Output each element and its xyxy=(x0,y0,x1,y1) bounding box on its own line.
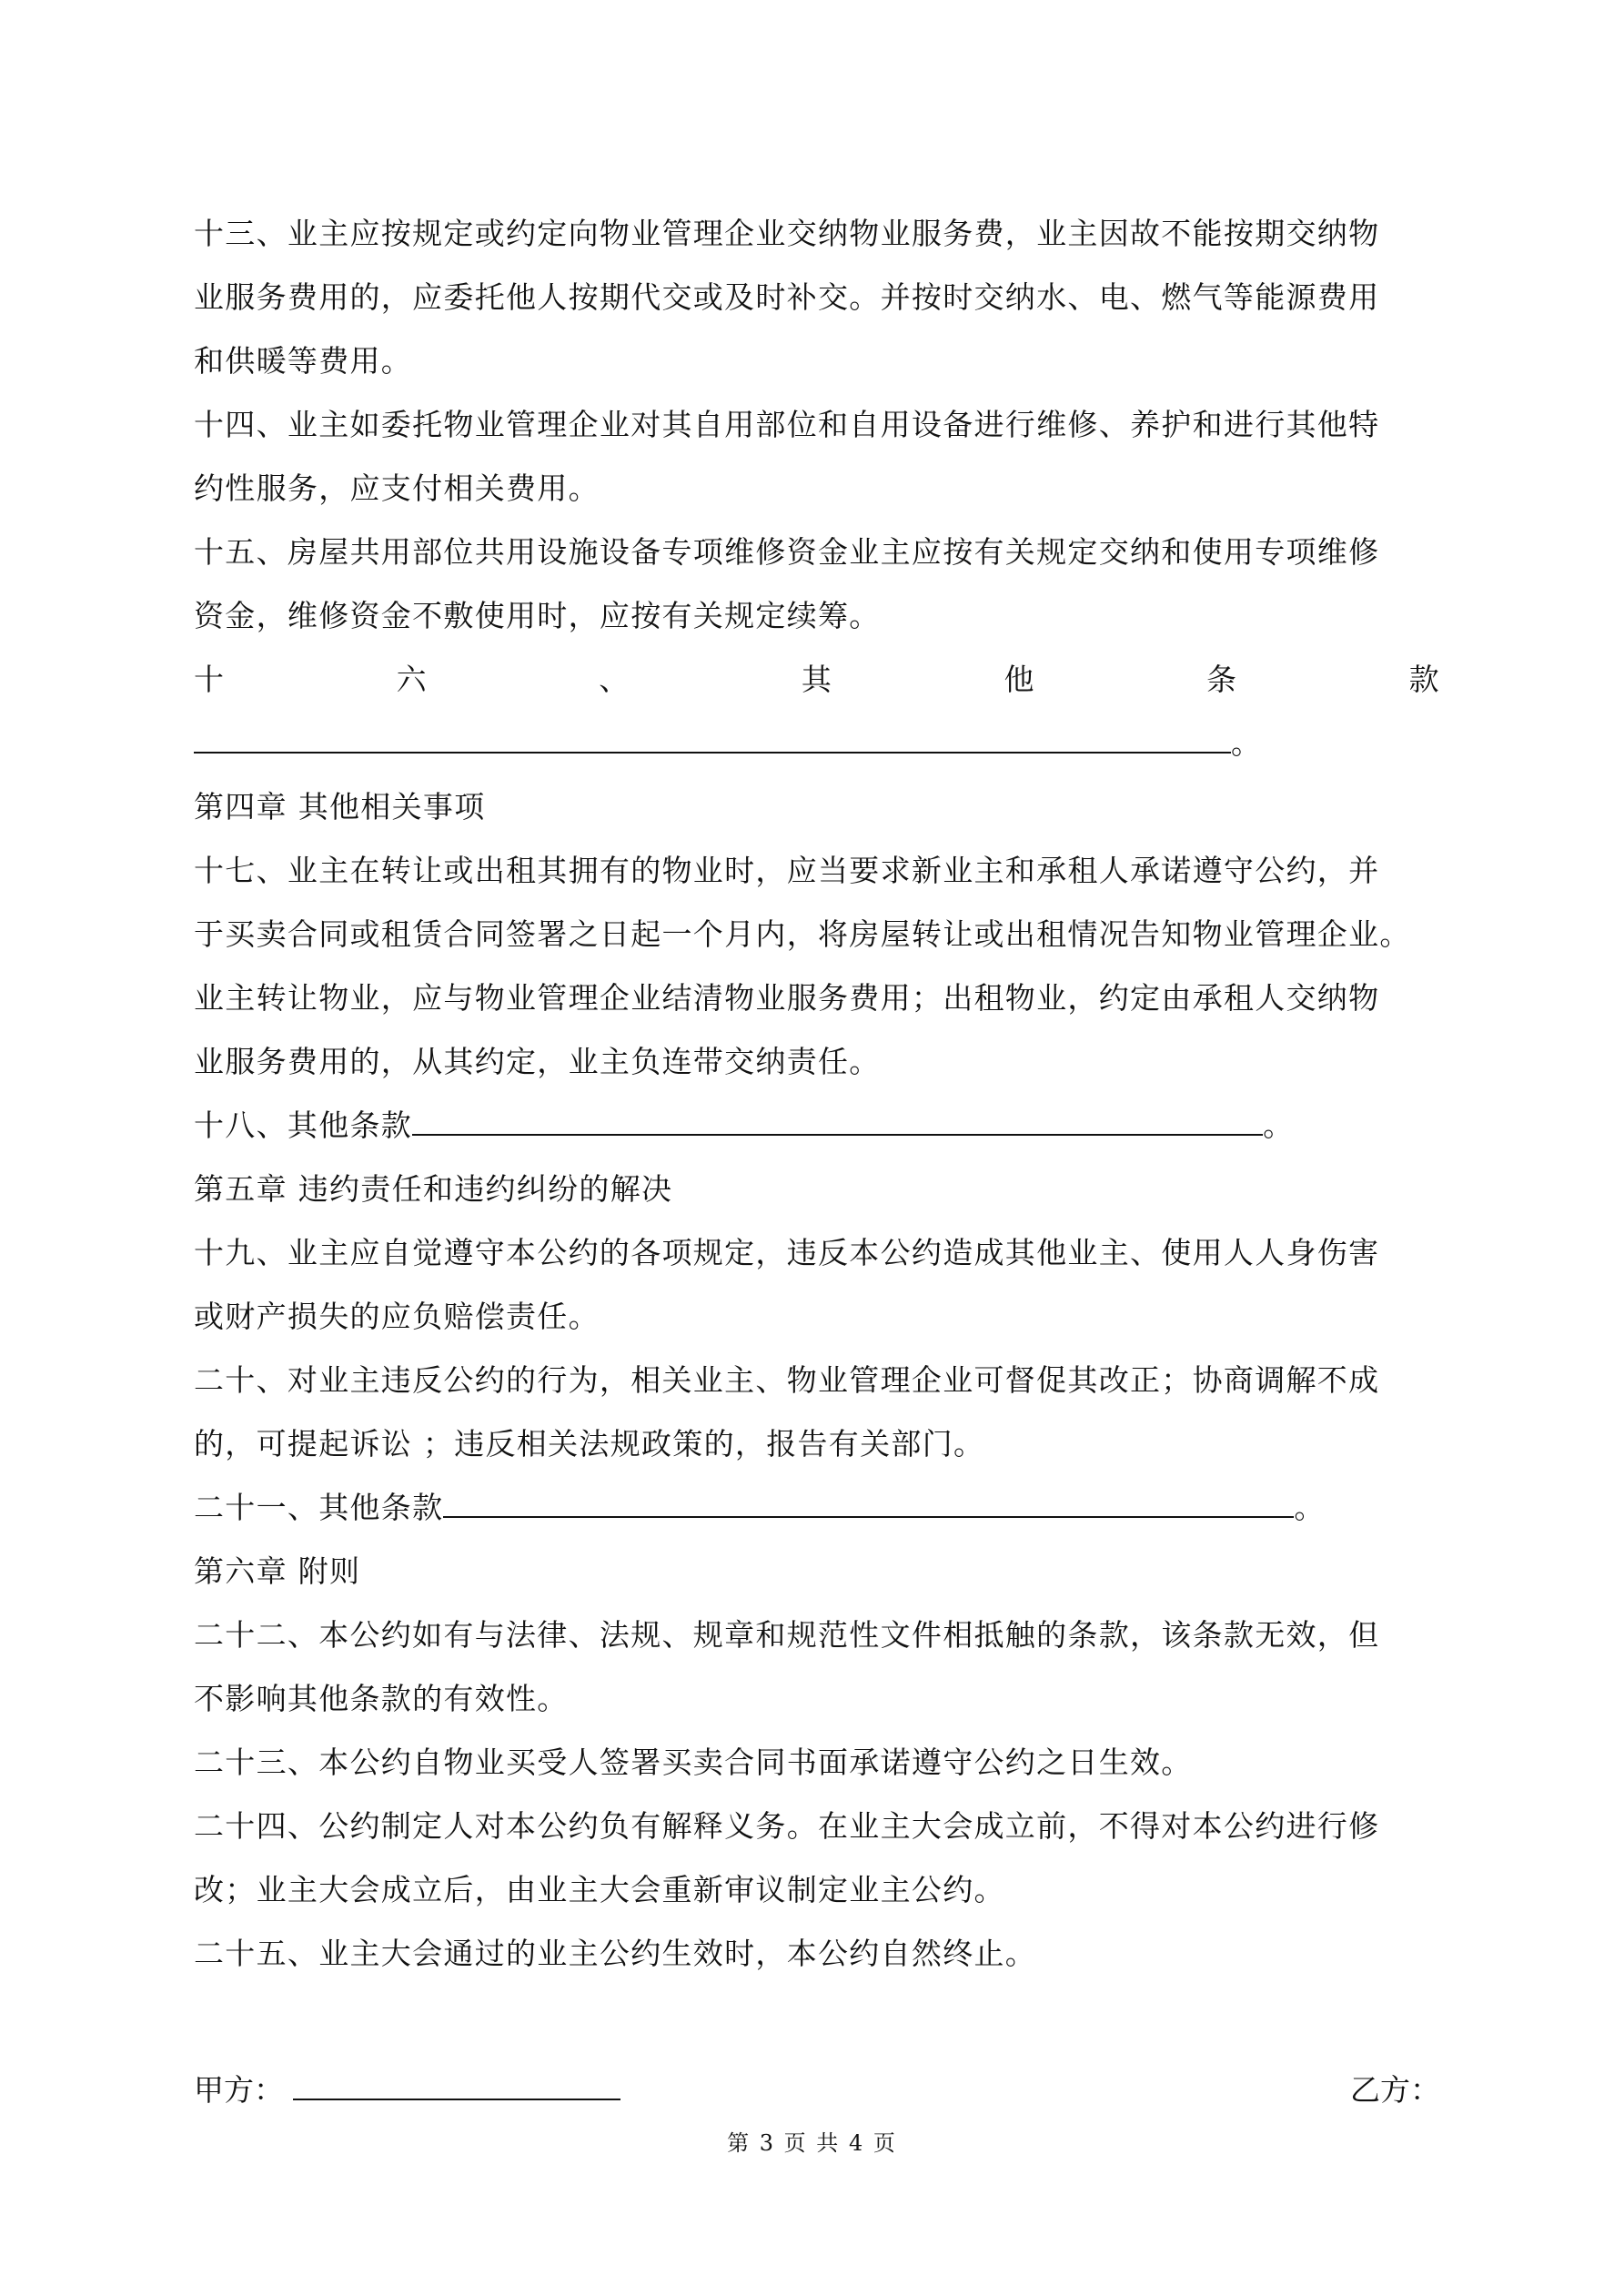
clause-21 xyxy=(194,1476,1440,1540)
document-body xyxy=(194,202,1440,1986)
clause-16-char: 其 xyxy=(801,662,833,697)
party-a-label: 甲方： xyxy=(194,2072,284,2108)
clause-14-line-1: 十四、业主如委托物业管理企业对其自用部位和自用设备进行维修、养护和进行其他特 xyxy=(194,407,1380,442)
clause-18-blank[interactable] xyxy=(412,1107,1263,1136)
clause-16-char: 六 xyxy=(396,662,428,697)
clause-19-line-2: 或财产损失的应负赔偿责任。 xyxy=(194,1299,600,1334)
clause-17-line-1: 十七、业主在转让或出租其拥有的物业时，应当要求新业主和承租人承诺遵守公约，并 xyxy=(194,853,1380,888)
clause-21-label: 二十一、其他条款 xyxy=(194,1490,444,1525)
clause-16-char: 十 xyxy=(194,662,226,697)
signature-row xyxy=(194,2058,1440,2122)
clause-16-heading xyxy=(194,648,1440,712)
clause-16-period: 。 xyxy=(1231,725,1263,761)
clause-13-line-3: 和供暖等费用。 xyxy=(194,343,413,379)
clause-16-char: 款 xyxy=(1408,662,1440,697)
clause-20-line-2: 的，可提起诉讼 ；违反相关法规政策的，报告有关部门。 xyxy=(194,1426,985,1462)
clause-17-line-2: 于买卖合同或租赁合同签署之日起一个月内，将房屋转让或出租情况告知物业管理企业。 xyxy=(194,916,1411,952)
chapter-6-heading: 第六章 附则 xyxy=(194,1553,361,1589)
clause-18-period: 。 xyxy=(1263,1108,1295,1143)
clause-13-line-2: 业服务费用的，应委托他人按期代交或及时补交。并按时交纳水、电、燃气等能源费用 xyxy=(194,279,1380,315)
clause-16-char: 条 xyxy=(1206,662,1238,697)
clause-24-line-1: 二十四、公约制定人对本公约负有解释义务。在业主大会成立前，不得对本公约进行修 xyxy=(194,1808,1380,1844)
clause-20-line-1: 二十、对业主违反公约的行为，相关业主、物业管理企业可督促其改正；协商调解不成 xyxy=(194,1362,1380,1398)
clause-18 xyxy=(194,1094,1440,1158)
clause-13-line-1: 十三、业主应按规定或约定向物业管理企业交纳物业服务费，业主因故不能按期交纳物 xyxy=(194,216,1380,251)
clause-21-blank[interactable] xyxy=(443,1489,1294,1518)
party-a xyxy=(194,2058,620,2122)
party-a-signature-blank[interactable] xyxy=(293,2071,620,2100)
clause-19-line-1: 十九、业主应自觉遵守本公约的各项规定，违反本公约造成其他业主、使用人人身伤害 xyxy=(194,1235,1380,1270)
clause-25: 二十五、业主大会通过的业主公约生效时，本公约自然终止。 xyxy=(194,1936,1037,1971)
clause-23: 二十三、本公约自物业买受人签署买卖合同书面承诺遵守公约之日生效。 xyxy=(194,1745,1193,1780)
clause-18-label: 十八、其他条款 xyxy=(194,1108,413,1143)
clause-17-line-3: 业主转让物业，应与物业管理企业结清物业服务费用；出租物业，约定由承租人交纳物 xyxy=(194,980,1380,1016)
clause-15-line-2: 资金，维修资金不敷使用时，应按有关规定续筹。 xyxy=(194,598,881,633)
chapter-5-heading: 第五章 违约责任和违约纠纷的解决 xyxy=(194,1171,673,1207)
clause-14-line-2: 约性服务，应支付相关费用。 xyxy=(194,470,600,506)
clause-16-blank[interactable] xyxy=(194,724,1231,754)
clause-24-line-2: 改；业主大会成立后，由业主大会重新审议制定业主公约。 xyxy=(194,1872,1005,1907)
clause-16-char: 他 xyxy=(1004,662,1035,697)
party-b-label: 乙方： xyxy=(1350,2072,1440,2108)
clause-17-line-4: 业服务费用的，从其约定，业主负连带交纳责任。 xyxy=(194,1044,881,1079)
clause-16-fill-line xyxy=(194,712,1440,775)
page-footer: 第 3 页 共 4 页 xyxy=(727,2130,897,2156)
clause-22-line-1: 二十二、本公约如有与法律、法规、规章和规范性文件相抵触的条款，该条款无效，但 xyxy=(194,1617,1380,1653)
clause-15-line-1: 十五、房屋共用部位共用设施设备专项维修资金业主应按有关规定交纳和使用专项维修 xyxy=(194,534,1380,570)
clause-16-char: 、 xyxy=(599,662,630,697)
clause-21-period: 。 xyxy=(1294,1490,1326,1525)
chapter-4-heading: 第四章 其他相关事项 xyxy=(194,789,486,824)
clause-22-line-2: 不影响其他条款的有效性。 xyxy=(194,1681,569,1716)
